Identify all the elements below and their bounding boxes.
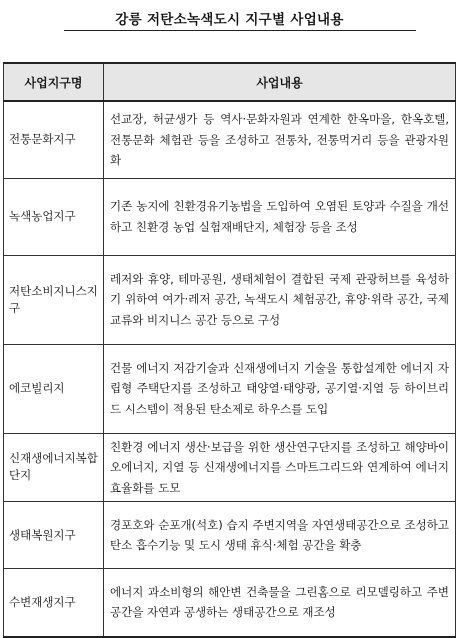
table-row bbox=[4, 344, 456, 433]
table-row bbox=[4, 569, 456, 637]
district-name: 에코빌리지 bbox=[4, 344, 104, 433]
header-district: 사업지구명 bbox=[4, 63, 104, 101]
table-row bbox=[4, 502, 456, 569]
district-name: 전통문화지구 bbox=[4, 101, 104, 178]
table-header-row bbox=[4, 63, 456, 101]
project-table bbox=[3, 62, 456, 638]
title-underline bbox=[64, 30, 416, 31]
project-content: 친환경 에너지 생산·보급을 위한 생산연구단지를 조성하고 해양바이오에너지, 지열 등 신재생에너지를 스마트그리드와 연계하여 에너지 효율화를 도모 bbox=[104, 433, 456, 502]
document-title: 강릉 저탄소녹색도시 지구별 사업내용 bbox=[115, 12, 344, 28]
header-content: 사업내용 bbox=[104, 63, 456, 101]
table-row bbox=[4, 433, 456, 502]
project-content: 건물 에너지 저감기술과 신재생에너지 기술을 통합설계한 에너지 자립형 주택단지를 조성하고 태양열·태양광, 공기열·지열 등 하이브리드 시스템이 적용된 탄소제로 하우스를 도입 bbox=[104, 344, 456, 433]
district-name: 저탄소비지니스지구 bbox=[4, 255, 104, 344]
project-content: 기존 농지에 친환경유기농법을 도입하여 오염된 토양과 수질을 개선하고 친환경 농업 실험재배단지, 체험장 등을 조성 bbox=[104, 178, 456, 255]
district-name: 생태복원지구 bbox=[4, 502, 104, 569]
district-name: 녹색농업지구 bbox=[4, 178, 104, 255]
district-name: 신재생에너지복합단지 bbox=[4, 433, 104, 502]
table-row bbox=[4, 101, 456, 178]
project-content: 선교장, 허균생가 등 역사·문화자원과 연계한 한옥마을, 한옥호텔, 전통문화 체험관 등을 조성하고 전통차, 전통먹거리 등을 관광자원화 bbox=[104, 101, 456, 178]
district-name: 수변재생지구 bbox=[4, 569, 104, 637]
project-content: 에너지 과소비형의 해안변 건축물을 그린홈으로 리모델링하고 주변공간을 자연과 공생하는 생태공간으로 재조성 bbox=[104, 569, 456, 637]
project-content: 레저와 휴양, 테마공원, 생태체험이 결합된 국제 관광허브를 육성하기 위하여 여가·레저 공간, 녹색도시 체험공간, 휴양·위락 공간, 국제교류와 비지니스 공간 등으로 구성 bbox=[104, 255, 456, 344]
project-content: 경포호와 순포개(석호) 습지 주변지역을 자연생태공간으로 조성하고 탄소 흡수기능 및 도시 생태 휴식·체험 공간을 확충 bbox=[104, 502, 456, 569]
table-row bbox=[4, 255, 456, 344]
table-row bbox=[4, 178, 456, 255]
